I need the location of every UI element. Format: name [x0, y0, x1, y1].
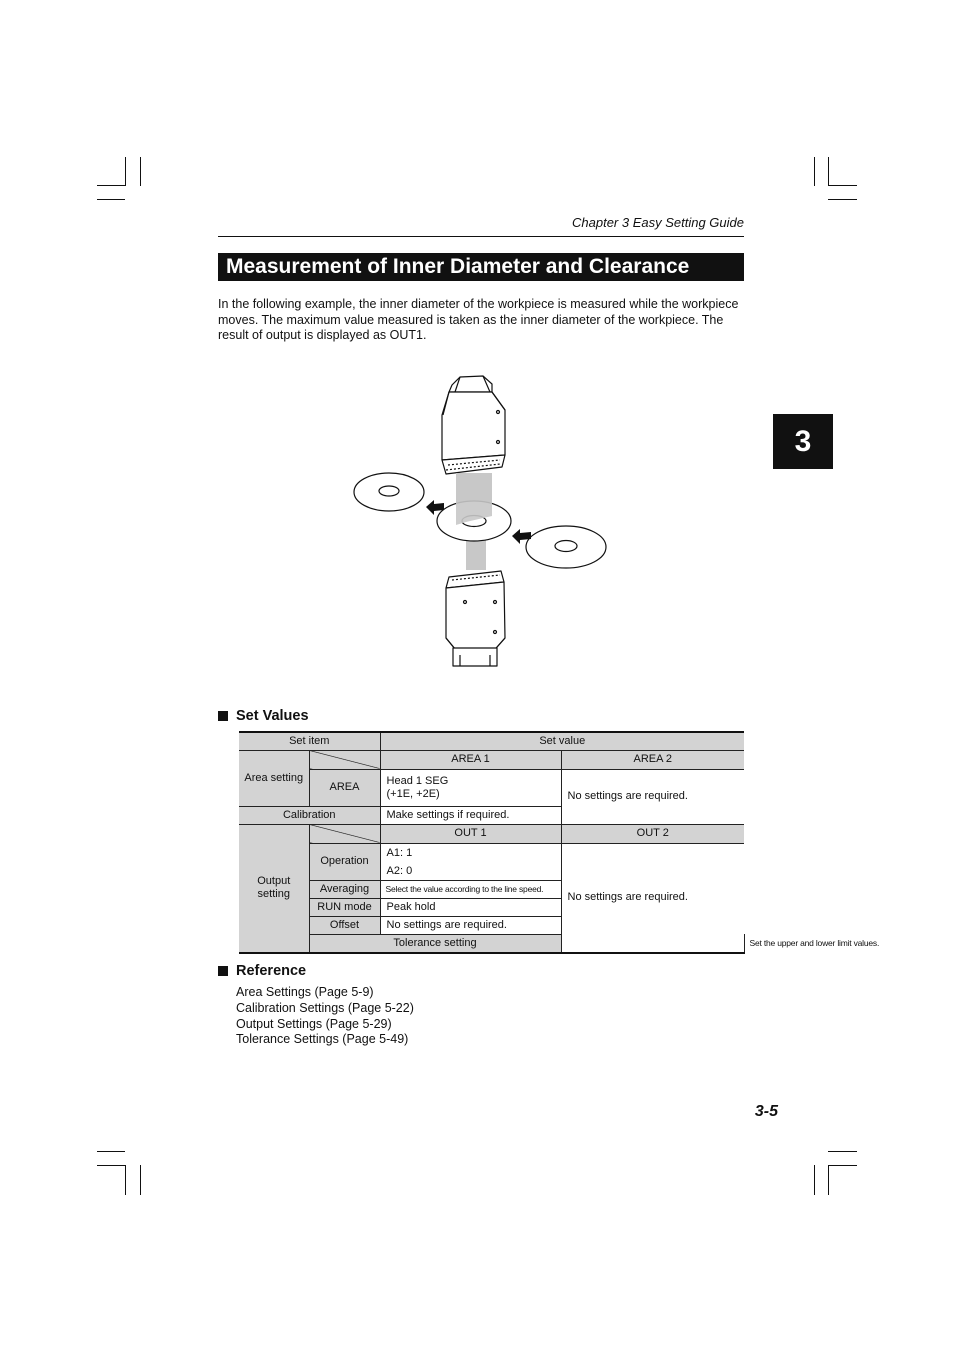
- lower-laser-beam: [466, 540, 486, 570]
- table-row: [239, 843, 744, 880]
- area1-value-line1: Head 1 SEG: [386, 774, 449, 787]
- out2-column-header: OUT 2: [561, 824, 744, 843]
- chapter-tab-marker: 3: [773, 414, 833, 469]
- tolerance-setting-label: Tolerance setting: [309, 934, 561, 953]
- diagonal-header-cell: [309, 750, 380, 769]
- table-row: [239, 750, 744, 769]
- averaging-label: Averaging: [309, 880, 380, 898]
- header-set-value: Set value: [380, 732, 744, 750]
- reference-heading: [218, 963, 306, 979]
- out2-value: No settings are required.: [561, 843, 744, 953]
- output-setting-label: [239, 824, 309, 953]
- area2-value: No settings are required.: [561, 769, 744, 824]
- chapter-header: Chapter 3 Easy Setting Guide: [572, 215, 744, 230]
- page-number: 3-5: [754, 1103, 778, 1120]
- reference-link-calibration-settings[interactable]: Calibration Settings (Page 5-22): [236, 1000, 414, 1015]
- reference-link-tolerance-settings[interactable]: Tolerance Settings (Page 5-49): [236, 1032, 409, 1047]
- area1-column-header: AREA 1: [380, 750, 561, 769]
- area1-value-line2: (+1E, +2E): [386, 787, 440, 800]
- table-row: Tolerance setting Set the upper and lower limit values.: [239, 934, 744, 953]
- area-setting-label: Area setting: [239, 750, 309, 806]
- header-set-item: Set item: [239, 732, 380, 750]
- run-mode-label: RUN mode: [309, 898, 380, 916]
- table-row: [239, 824, 744, 843]
- offset-value: No settings are required.: [380, 916, 561, 934]
- operation-label: Operation: [309, 843, 380, 880]
- operation-value-line1: A1: 1: [386, 846, 413, 859]
- out1-column-header: OUT 1: [380, 824, 561, 843]
- upper-sensor-head: [442, 376, 505, 474]
- operation-value: [380, 843, 561, 880]
- output-setting-label-line1: Output: [257, 875, 291, 888]
- set-values-heading: [218, 708, 309, 724]
- diagonal-header-cell: [309, 824, 380, 843]
- upper-laser-beam-front: [456, 473, 492, 525]
- run-mode-value: Peak hold: [380, 898, 561, 916]
- page-title: Measurement of Inner Diameter and Clearance: [218, 253, 744, 281]
- table-row: [239, 732, 744, 750]
- header-rule: [218, 236, 744, 237]
- workpiece-disc-left: [354, 473, 424, 511]
- square-bullet-icon: [218, 711, 228, 721]
- intro-paragraph: In the following example, the inner diameter of the workpiece is measured while the workpiece moves. The maximum value measured is taken as the inner diameter of the workpiece. The result of output is displayed as OUT1.: [218, 297, 739, 343]
- set-values-table: [239, 731, 880, 954]
- reference-link-area-settings[interactable]: Area Settings (Page 5-9): [236, 985, 374, 999]
- averaging-value: Select the value according to the line speed.: [380, 880, 561, 898]
- measurement-illustration: [340, 370, 620, 680]
- calibration-label: Calibration: [239, 806, 380, 824]
- area1-value: [380, 769, 561, 806]
- reference-heading-label: Reference: [236, 963, 307, 979]
- area2-column-header: AREA 2: [561, 750, 744, 769]
- reference-link-output-settings[interactable]: Output Settings (Page 5-29): [236, 1016, 392, 1031]
- sensor-diagram: [340, 370, 620, 675]
- set-values-heading-label: Set Values: [236, 708, 309, 724]
- output-setting-label-line2: setting: [257, 888, 290, 901]
- workpiece-disc-right: [526, 526, 606, 568]
- table-row: [239, 769, 744, 806]
- reference-list: [236, 985, 414, 1048]
- calibration-value: Make settings if required.: [380, 806, 561, 824]
- offset-label: Offset: [309, 916, 380, 934]
- operation-value-line2: A2: 0: [386, 864, 413, 877]
- area-item-label: AREA: [309, 769, 380, 806]
- square-bullet-icon: [218, 966, 228, 976]
- lower-sensor-head: [446, 571, 505, 666]
